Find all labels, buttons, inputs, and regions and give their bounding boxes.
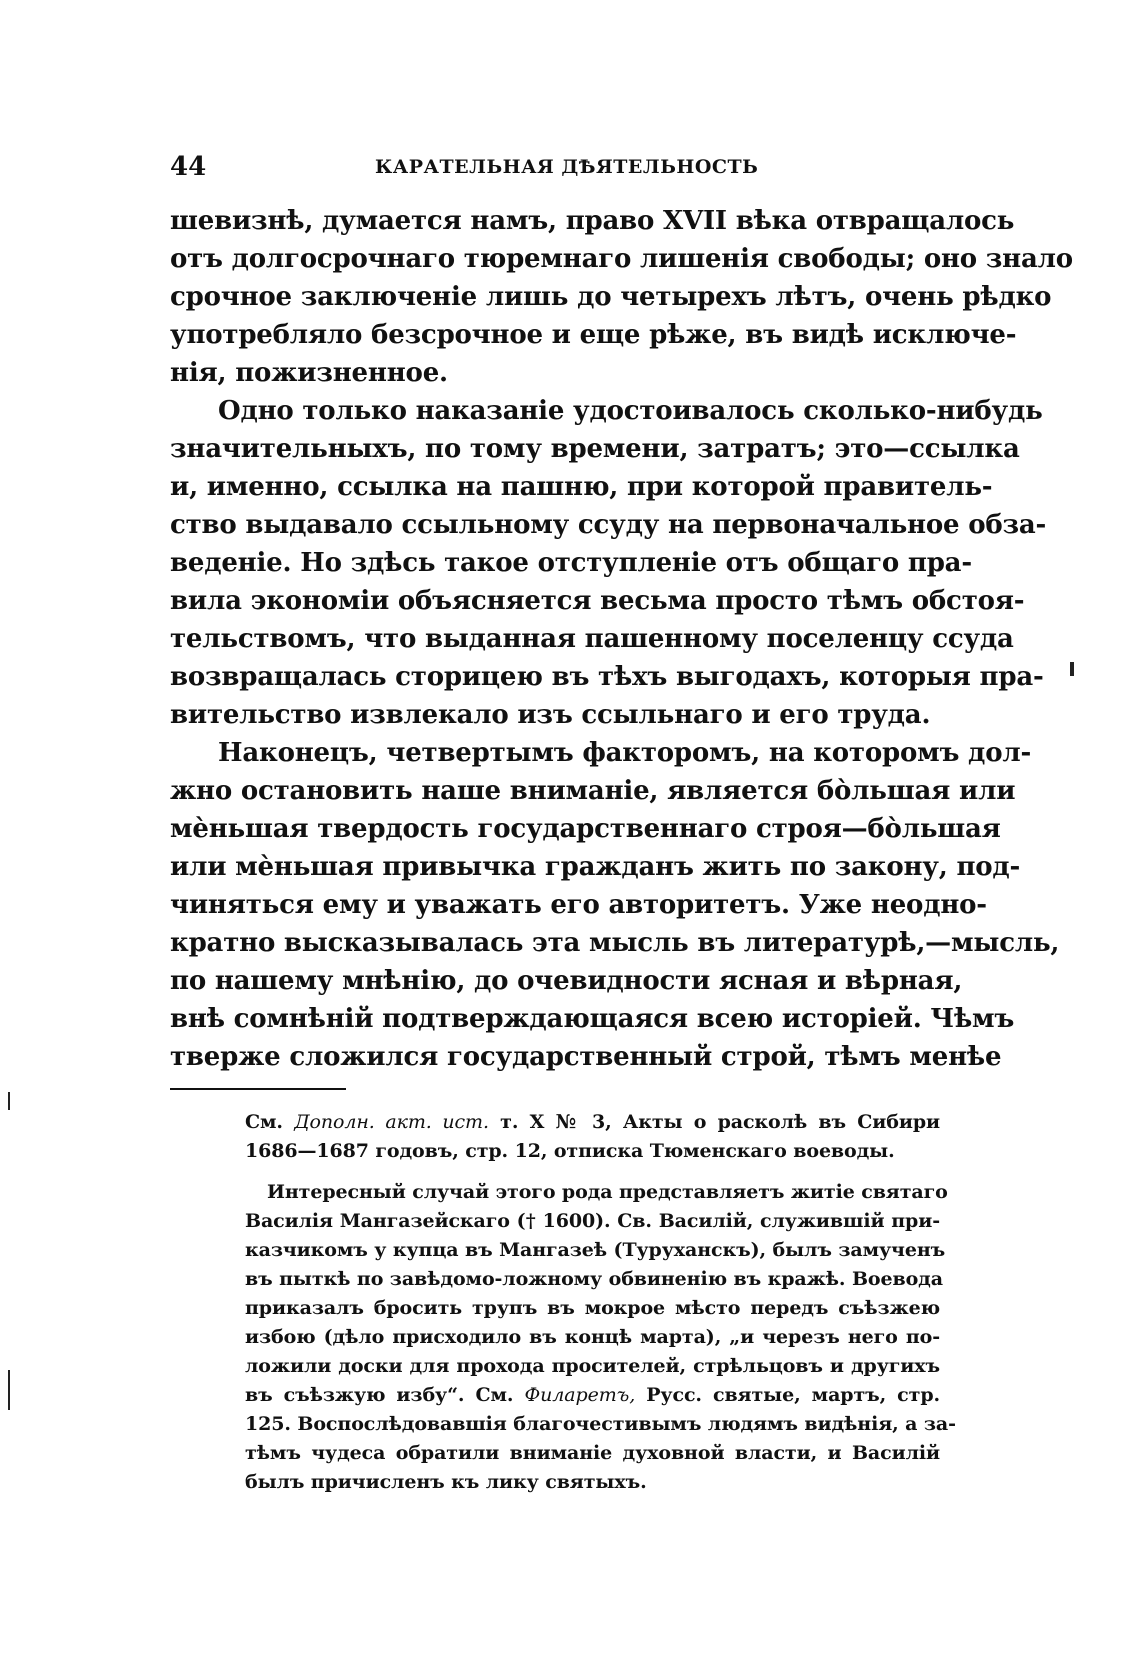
text-line: внѣ сомнѣній подтверждающаяся всею исторіей. Чѣмъ — [170, 1004, 1015, 1034]
footnote-see: См. — [245, 1111, 283, 1133]
main-text — [170, 202, 1073, 1076]
footnote-rule — [170, 1088, 346, 1090]
footnotes — [245, 1108, 956, 1497]
footnote-line — [245, 1381, 940, 1410]
footnote-line: приказалъ бросить трупъ въ мокрое мѣсто передъ съѣзжею — [245, 1297, 940, 1319]
footnote-source: Дополн. акт. ист. — [294, 1111, 489, 1133]
footnote-line: 125. Воспослѣдовавшія благочестивымъ людямъ видѣнія, а за- — [245, 1413, 956, 1435]
footnote-text: т. X № 3, Акты о расколѣ въ Сибири — [500, 1111, 940, 1133]
footnote-author: Филаретъ, — [524, 1384, 636, 1406]
footnote-text: Русс. святые, мартъ, стр. — [646, 1384, 941, 1406]
page-number: 44 — [170, 152, 207, 182]
text-line: ство выдавало ссыльному ссуду на первоначальное обза- — [170, 510, 1047, 540]
text-line: тельствомъ, что выданная пашенному поселенцу ссуда — [170, 624, 1014, 654]
text-line: употребляло безсрочное и еще рѣже, въ видѣ исключе- — [170, 320, 1017, 350]
text-line: срочное заключеніе лишь до четырехъ лѣтъ, очень рѣдко — [170, 282, 1052, 312]
text-line: отъ долгосрочнаго тюремнаго лишенія свободы; оно знало — [170, 244, 1073, 274]
footnote-line: тѣмъ чудеса обратили вниманіе духовной власти, и Василій — [245, 1442, 940, 1464]
footnote-text: въ съѣзжую избу“. См. — [245, 1384, 514, 1406]
text-line: вила экономіи объясняется весьма просто тѣмъ обстоя- — [170, 586, 1025, 616]
text-line: и, именно, ссылка на пашню, при которой правитель- — [170, 472, 993, 502]
text-line: возвращалась сторицею въ тѣхъ выгодахъ, которыя пра- — [170, 662, 1044, 692]
running-head: КАРАТЕЛЬНАЯ ДѢЯТЕЛЬНОСТЬ — [375, 156, 759, 178]
text-line: жно остановить наше вниманіе, является бо̀льшая или — [170, 776, 1016, 806]
footnote-line — [245, 1108, 940, 1137]
text-line: по нашему мнѣнію, до очевидности ясная и вѣрная, — [170, 966, 963, 996]
footnote-line: Василія Мангазейскаго († 1600). Св. Василій, служившій при- — [245, 1210, 940, 1232]
footnote-line: былъ причисленъ къ лику святыхъ. — [245, 1471, 647, 1493]
text-line: чиняться ему и уважать его авторитетъ. Уже неодно- — [170, 890, 987, 920]
text-line: или мѐньшая привычка гражданъ жить по закону, под- — [170, 852, 1021, 882]
footnote-line: ложили доски для прохода просителей, стрѣльцовъ и другихъ — [245, 1355, 940, 1377]
text-line: шевизнѣ, думается намъ, право XVII вѣка отвращалось — [170, 206, 1015, 236]
text-line: нія, пожизненное. — [170, 358, 448, 388]
footnote-line: избою (дѣло присходило въ концѣ марта), „и черезъ него по- — [245, 1326, 940, 1348]
text-line: значительныхъ, по тому времени, затратъ; это—ссылка — [170, 434, 1020, 464]
footnote-line: въ пыткѣ по завѣдомо-ложному обвиненію въ кражѣ. Воевода — [245, 1268, 943, 1290]
text-line: кратно высказывалась эта мысль въ литературѣ,—мысль, — [170, 928, 1060, 958]
text-line: Наконецъ, четвертымъ факторомъ, на которомъ дол- — [218, 738, 1032, 768]
footnote-line: 1686—1687 годовъ, стр. 12, отписка Тюменскаго воеводы. — [245, 1140, 895, 1162]
text-line: вительство извлекало изъ ссыльнаго и его труда. — [170, 700, 931, 730]
text-line: тверже сложился государственный строй, тѣмъ менѣе — [170, 1042, 1002, 1072]
scan-mark — [8, 1092, 10, 1110]
footnote-line: казчикомъ у купца въ Мангазеѣ (Туруханскъ), былъ замученъ — [245, 1239, 946, 1261]
scan-mark — [1070, 662, 1074, 676]
scan-mark — [8, 1370, 10, 1410]
text-line: Одно только наказаніе удостоивалось сколько-нибудь — [218, 396, 1043, 426]
text-line: веденіе. Но здѣсь такое отступленіе отъ общаго пра- — [170, 548, 972, 578]
page-header — [170, 152, 940, 188]
footnote-line: Интересный случай этого рода представляетъ житіе святаго — [267, 1181, 948, 1203]
text-line: мѐньшая твердость государственнаго строя—бо̀льшая — [170, 814, 1001, 844]
